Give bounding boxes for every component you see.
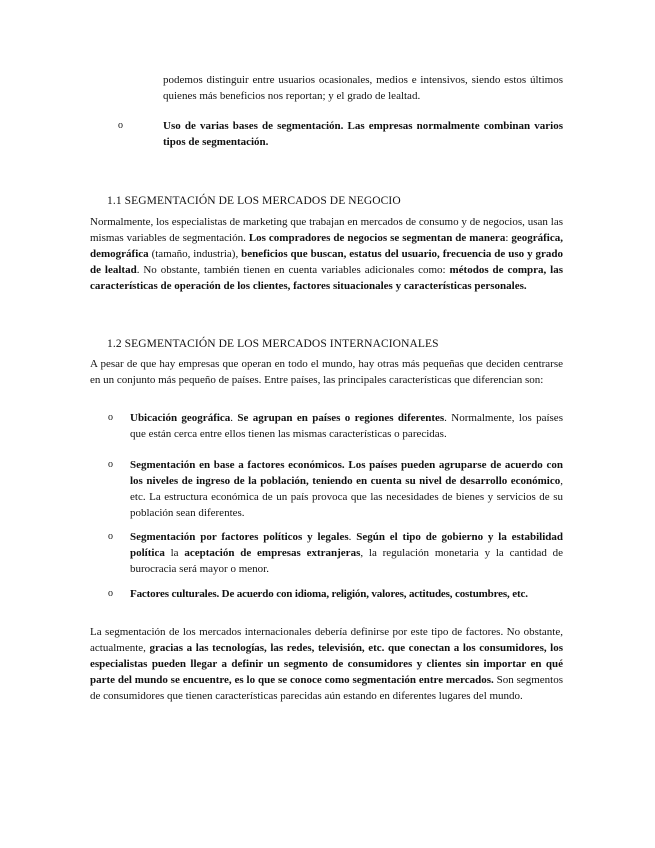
bullet-1-bold-2: Se agrupan en países o regiones diferentes bbox=[237, 412, 445, 424]
p-text-2: : bbox=[505, 232, 512, 244]
bullet-1-bold-1: Ubicación geográfica bbox=[130, 412, 231, 424]
bullet-3-text-3: , la regulación monetaria y la cantidad de burocracia será mayor o menor. bbox=[130, 547, 563, 575]
bullet-1-text-1: . bbox=[230, 412, 238, 424]
continuation-paragraph bbox=[163, 72, 563, 104]
bullet-marker: o bbox=[108, 412, 113, 423]
p-text-4: . No obstante, también tienen en cuenta variables adicionales como: bbox=[136, 264, 450, 276]
section-1-1-paragraph bbox=[90, 214, 563, 294]
bullet-marker: o bbox=[108, 531, 113, 542]
top-bullet-item bbox=[163, 118, 563, 150]
bullet-item-economicos bbox=[130, 457, 563, 521]
closing-bold-1: gracias a las tecnologías, las redes, televisión, etc. que conectan a los consumidores, los especialistas pueden llegar a definir un segmento de consumidores y clientes sin importar en qué parte del mundo se encuentre, es lo que se conoce como segmentación entre mercados. bbox=[90, 642, 564, 686]
bullet-3-text-2: la bbox=[164, 547, 185, 559]
section-heading-1-2: 1.2 SEGMENTACIÓN DE LOS MERCADOS INTERNACIONALES bbox=[107, 338, 439, 350]
bullet-item-geografica bbox=[130, 410, 563, 442]
p-text-3: (tamaño, industria), bbox=[148, 248, 242, 260]
bullet-1-text-2: . Normalmente, los países que están cerca entre ellos tienen las mismas características o parecidas. bbox=[130, 412, 563, 440]
top-bullet-bold-1: Uso de varias bases de segmentación bbox=[163, 120, 341, 132]
p-bold-3: beneficios que buscan, estatus del usuario, frecuencia de uso y grado de lealtad bbox=[90, 248, 563, 276]
bullet-item-politicos bbox=[130, 529, 563, 577]
top-bullet-bold-2: Las empresas normalmente combinan varios tipos de segmentación. bbox=[163, 120, 563, 148]
p-bold-2: geográfica, demográfica bbox=[90, 232, 563, 260]
bullet-item-culturales bbox=[130, 586, 563, 602]
top-bullet-sep: . bbox=[340, 120, 348, 132]
bullet-2-bold-1: Segmentación en base a factores económicos. Los países pueden agruparse de acuerdo con los niveles de ingreso de la población, teniendo en cuenta su nivel de desarrollo económico bbox=[130, 459, 563, 487]
section-heading-1-1: 1.1 SEGMENTACIÓN DE LOS MERCADOS DE NEGOCIO bbox=[107, 195, 401, 207]
p-bold-1: Los compradores de negocios se segmentan de manera bbox=[248, 232, 506, 244]
bullet-3-text-1: . bbox=[348, 531, 357, 543]
section-1-2-intro: A pesar de que hay empresas que operan en todo el mundo, hay otras más pequeñas que deciden centrarse en un conjunto más pequeño de países. Entre países, las principales características que diferencian son: bbox=[90, 358, 563, 386]
bullet-4-bold-1: Factores culturales. De acuerdo con idioma, religión, valores, actitudes, costumbres, etc. bbox=[130, 588, 528, 600]
bullet-2-text-1: , etc. La estructura económica de un país provoca que las necesidades de bienes y servicios de su población sean diferentes. bbox=[130, 475, 563, 519]
continuation-text: podemos distinguir entre usuarios ocasionales, medios e intensivos, siendo estos últimos quienes más beneficios nos reportan; y el grado de lealtad. bbox=[163, 74, 563, 102]
bullet-marker: o bbox=[118, 120, 123, 131]
bullet-3-bold-1: Segmentación por factores políticos y legales bbox=[130, 531, 349, 543]
bullet-marker: o bbox=[108, 588, 113, 599]
p-text-1: Normalmente, los especialistas de marketing que trabajan en mercados de consumo y de negocios, usan las mismas variables de segmentación. bbox=[90, 216, 563, 244]
bullet-3-bold-3: aceptación de empresas extranjeras bbox=[184, 547, 361, 559]
closing-text-2: Son segmentos de consumidores que tienen características parecidas aún estando en diferentes lugares del mundo. bbox=[90, 674, 564, 702]
closing-paragraph bbox=[90, 624, 563, 704]
p-bold-4: métodos de compra, las características de operación de los clientes, factores situacionales y características personales. bbox=[90, 264, 563, 292]
bullet-marker: o bbox=[108, 459, 113, 470]
closing-text-1: La segmentación de los mercados internacionales debería definirse por este tipo de factores. No obstante, actualmente, bbox=[90, 626, 563, 654]
bullet-3-bold-2: Según el tipo de gobierno y la estabilidad política bbox=[130, 531, 563, 559]
